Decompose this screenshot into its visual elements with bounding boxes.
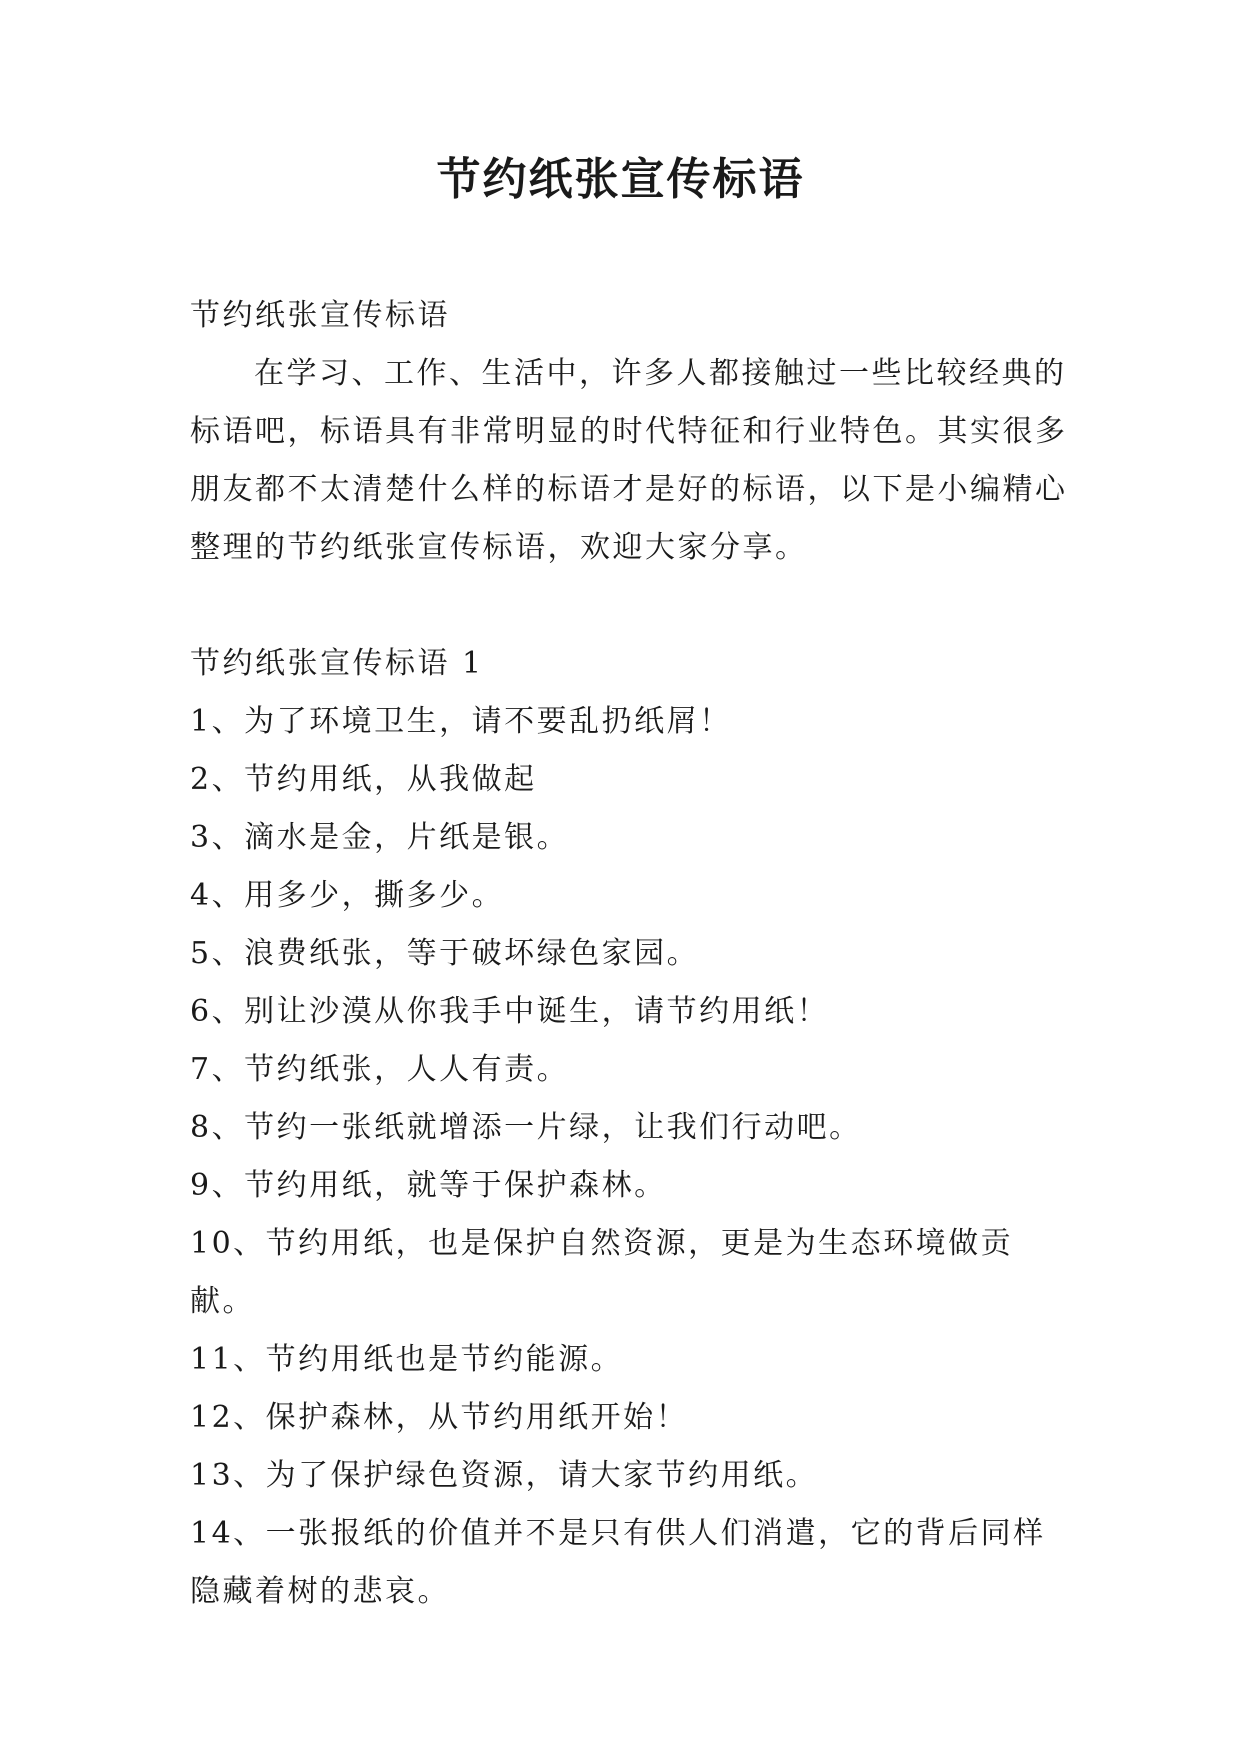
slogan-item: 3、滴水是金，片纸是银。 [190, 820, 570, 855]
slogan-item: 10、节约用纸，也是保护自然资源，更是为生态环境做贡献。 [190, 1226, 1014, 1319]
slogan-item: 5、浪费纸张，等于破坏绿色家园。 [190, 936, 700, 971]
slogan-item: 6、别让沙漠从你我手中诞生，请节约用纸！ [190, 994, 830, 1029]
paragraph-gap [190, 577, 1070, 635]
slogan-item: 8、节约一张纸就增添一片绿，让我们行动吧。 [190, 1110, 862, 1145]
document-title: 节约纸张宣传标语 [436, 154, 805, 205]
slogan-item: 1、为了环境卫生，请不要乱扔纸屑！ [190, 704, 732, 739]
document-body [190, 287, 1070, 1621]
slogan-item: 2、节约用纸，从我做起 [190, 762, 537, 797]
intro-paragraph: 在学习、工作、生活中，许多人都接触过一些比较经典的标语吧，标语具有非常明显的时代特征和行业特色。其实很多朋友都不太清楚什么样的标语才是好的标语，以下是小编精心整理的节约纸张宣传标语，欢迎大家分享。 [190, 356, 1068, 565]
subtitle: 节约纸张宣传标语 [190, 298, 450, 333]
section-heading: 节约纸张宣传标语 1 [190, 646, 484, 681]
slogan-item: 9、节约用纸，就等于保护森林。 [190, 1168, 667, 1203]
slogan-item: 14、一张报纸的价值并不是只有供人们消遣，它的背后同样隐藏着树的悲哀。 [190, 1516, 1046, 1609]
slogan-item: 4、用多少，撕多少。 [190, 878, 505, 913]
slogan-item: 11、节约用纸也是节约能源。 [190, 1342, 624, 1377]
slogan-item: 7、节约纸张，人人有责。 [190, 1052, 570, 1087]
slogan-item: 13、为了保护绿色资源，请大家节约用纸。 [190, 1458, 819, 1493]
slogan-item: 12、保护森林，从节约用纸开始！ [190, 1400, 689, 1435]
slogan-list [190, 693, 1070, 1621]
